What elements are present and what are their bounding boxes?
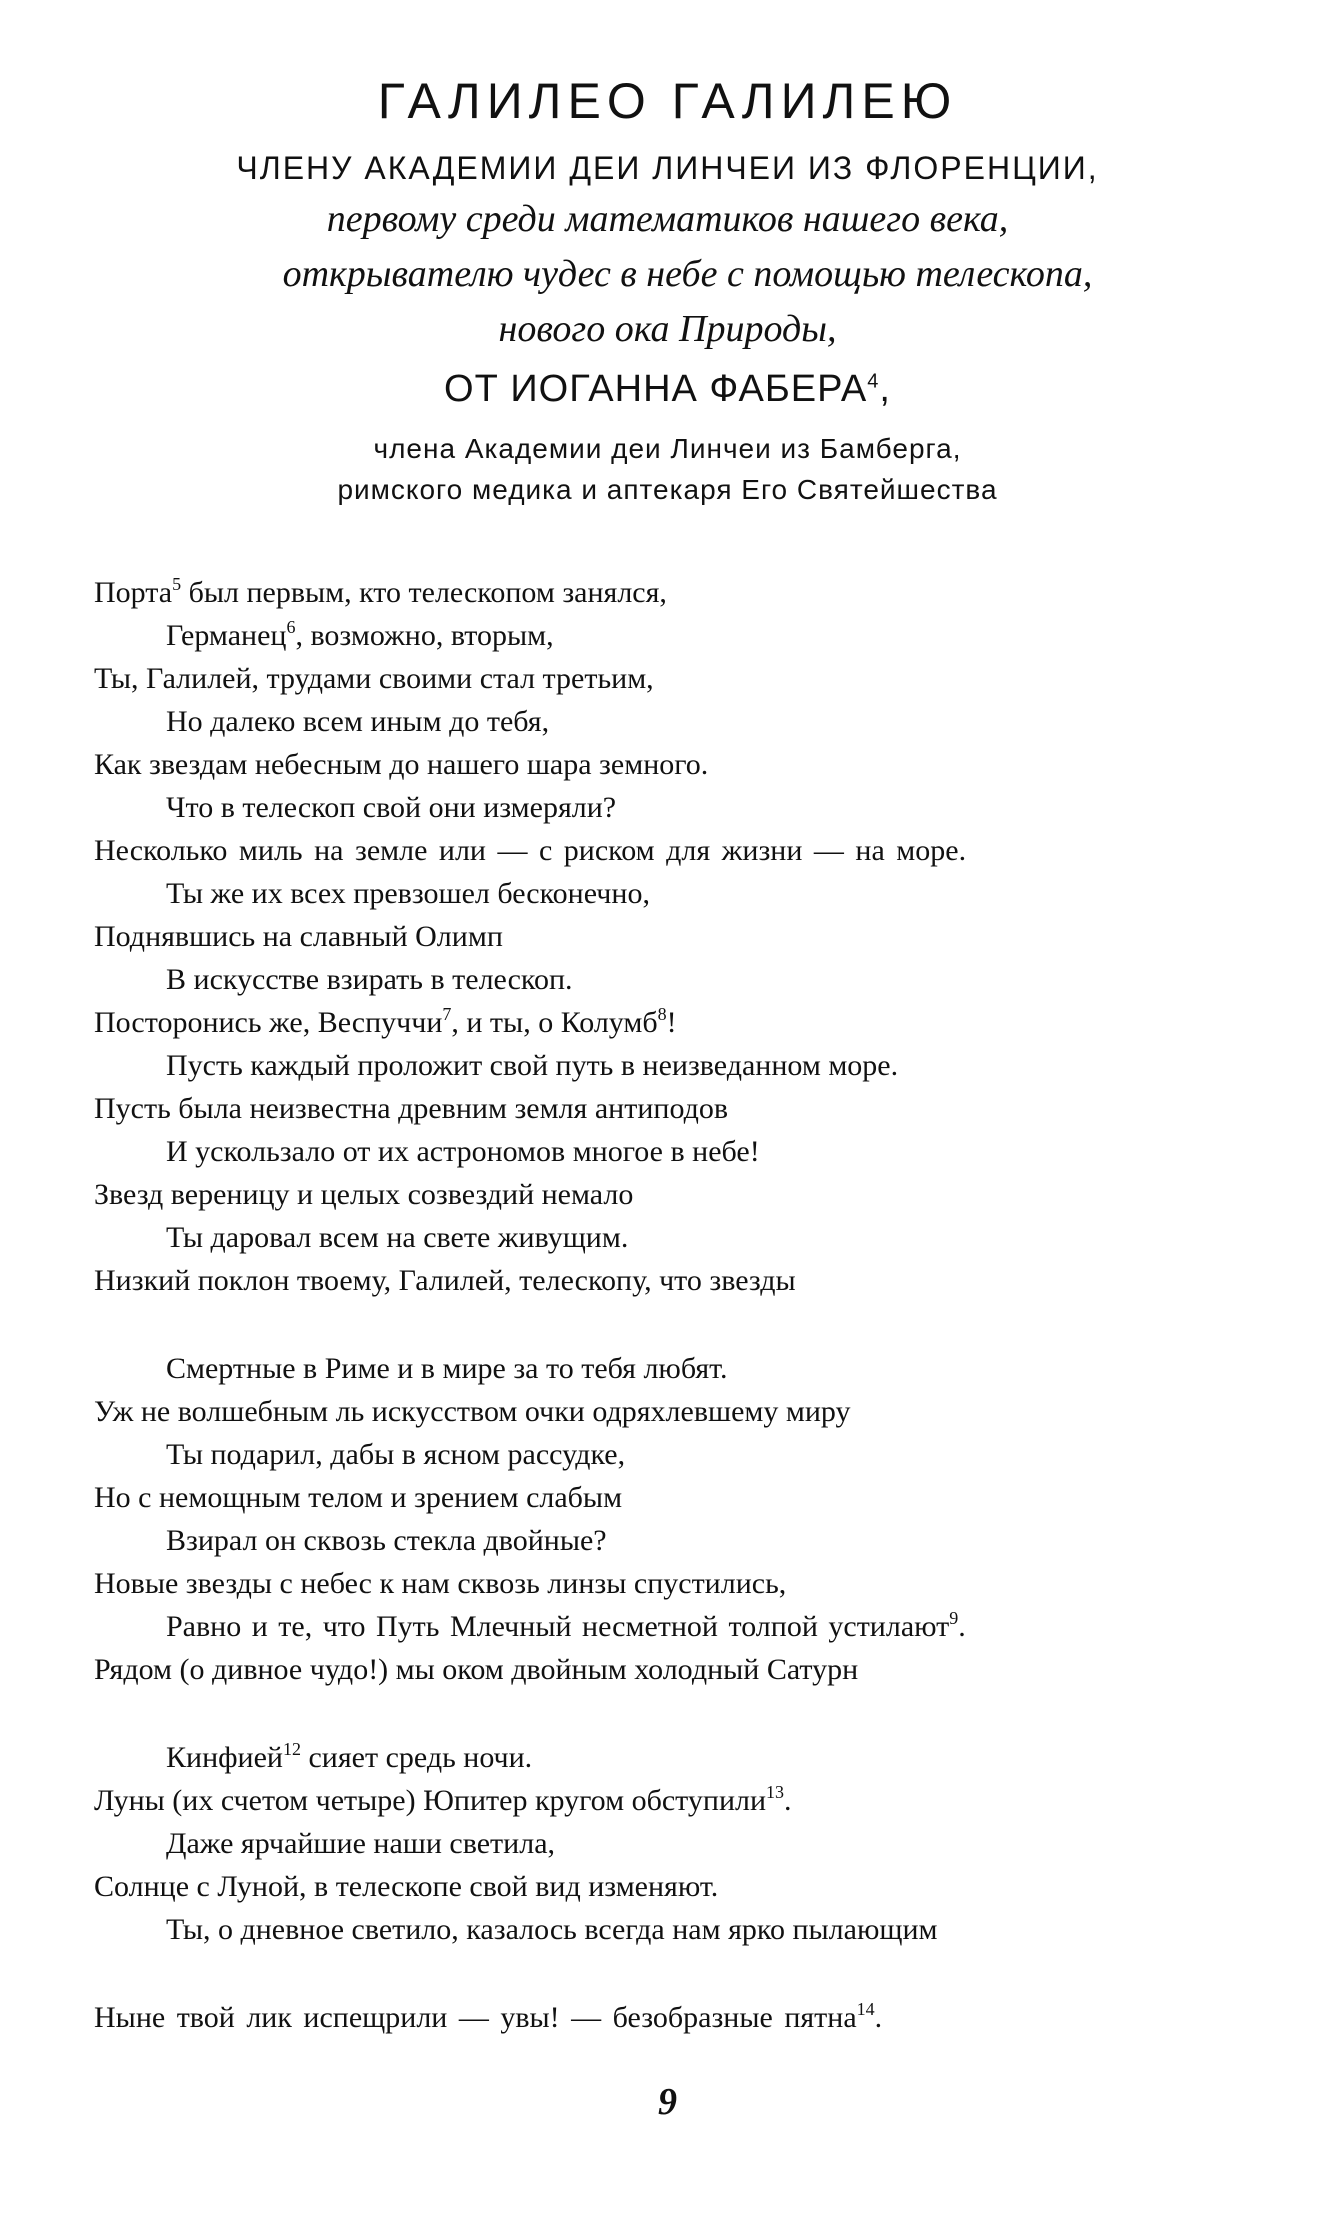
poem-text: Луны (их счетом четыре) Юпитер кругом обступили (94, 1784, 767, 1817)
author-comma: , (879, 368, 891, 410)
poem-text: Что в телескоп свой они измеряли? (166, 791, 617, 824)
poem-text: Ныне твой лик испещрили — увы! — безобразные пятна (94, 2001, 857, 2034)
poem-text: Кинфией (166, 1741, 283, 1774)
footnote-ref: 6 (286, 617, 296, 637)
poem-line (166, 618, 554, 654)
footnote-ref: 8 (657, 1004, 667, 1024)
dedication-line-roman-physician: римского медика и аптекаря Его Святейшества (337, 474, 998, 505)
poem-text: Как звездам небесным до нашего шара земного. (94, 748, 709, 781)
poem-text: , и ты, о Колумб (451, 1006, 658, 1039)
poem-line (166, 962, 573, 998)
poem-text: Равно и те, что Путь Млечный несметной толпой устилают (166, 1610, 950, 1643)
poem-line (94, 1652, 858, 1688)
poem-line (94, 1263, 796, 1299)
poem-line (166, 1048, 898, 1084)
poem-text: И ускользало от их астрономов многое в небе! (166, 1135, 760, 1168)
poem-line (94, 747, 708, 783)
poem-text: Новые звезды с небес к нам сквозь линзы спустились, (94, 1567, 787, 1600)
poem-text: Ты, о дневное светило, казалось всегда нам ярко пылающим (166, 1913, 938, 1946)
footnote-ref: 14 (856, 1999, 875, 2019)
poem-text: ! (666, 1006, 677, 1039)
poem-line (94, 1394, 851, 1430)
poem-text: Ты же их всех превзошел бесконечно, (166, 877, 650, 910)
footnote-ref: 5 (172, 574, 182, 594)
author-name: ОТ ИОГАННА ФАБЕРА (444, 368, 868, 410)
dedication-line-bamberg: члена Академии деи Линчеи из Бамберга, (373, 433, 962, 464)
poem-text: Ты подарил, дабы в ясном рассудке, (166, 1438, 626, 1471)
poem-line (94, 1566, 786, 1602)
poem-text: Звезд вереницу и целых созвездий немало (94, 1178, 634, 1211)
poem-text: , возможно, вторым, (295, 619, 554, 652)
poem-line (94, 1869, 718, 1905)
poem-text: Ты даровал всем на свете живущим. (166, 1221, 629, 1254)
dedication-title: ГАЛИЛЕО ГАЛИЛЕЮ (377, 73, 958, 129)
poem-text: . (874, 2001, 883, 2034)
footnote-ref: 13 (766, 1782, 785, 1802)
poem-line (166, 1437, 625, 1473)
poem-line (94, 1177, 633, 1213)
footnote-ref: 7 (442, 1004, 452, 1024)
dedication-line-academy: ЧЛЕНУ АКАДЕМИИ ДЕИ ЛИНЧЕИ ИЗ ФЛОРЕНЦИИ, (236, 150, 1099, 186)
poem-line (94, 1783, 792, 1819)
poem-text: сияет средь ночи. (300, 1741, 533, 1774)
poem-text: Смертные в Риме и в мире за то тебя любят. (166, 1352, 728, 1385)
poem-text: Пусть была неизвестна древним земля антиподов (94, 1092, 729, 1125)
poem-text: Но далеко всем иным до тебя, (166, 705, 550, 738)
dedication-line-mathematicians: первому среди математиков нашего века, (326, 198, 1009, 240)
poem-text: был первым, кто телескопом занялся, (181, 576, 667, 609)
poem-text: Солнце с Луной, в телескопе свой вид изменяют. (94, 1870, 719, 1903)
poem-text: . (958, 1610, 966, 1643)
poem-line (166, 1523, 607, 1559)
poem-text: . (784, 1784, 792, 1817)
poem-text: Даже ярчайшие наши светила, (166, 1827, 556, 1860)
footnote-ref: 4 (867, 370, 880, 393)
poem-line (166, 1609, 966, 1645)
dedication-line-eye-of-nature: нового ока Природы, (498, 308, 837, 350)
poem-line (94, 1091, 728, 1127)
poem-text: Посторонись же, Веспуччи (94, 1006, 443, 1039)
poem-text: Пусть каждый проложит свой путь в неизведанном море. (166, 1049, 899, 1082)
poem-text: Взирал он сквозь стекла двойные? (166, 1524, 607, 1557)
page-number: 9 (658, 2081, 677, 2123)
dedication-line-discoverer: открывателю чудес в небе с помощью телескопа, (282, 253, 1093, 295)
dedication-author (0, 368, 1335, 411)
poem-line (166, 790, 616, 826)
poem-text: Рядом (о дивное чудо!) мы оком двойным холодный Сатурн (94, 1653, 859, 1686)
poem-line (166, 1351, 728, 1387)
poem-text: Несколько миль на земле или — с риском для жизни — на море. (94, 834, 967, 867)
poem-line (166, 876, 650, 912)
poem-text: Но с немощным телом и зрением слабым (94, 1481, 623, 1514)
poem-text: В искусстве взирать в телескоп. (166, 963, 573, 996)
poem-line (166, 1912, 938, 1948)
footnote-ref: 9 (949, 1608, 959, 1628)
poem-line (94, 661, 654, 697)
poem-text: Низкий поклон твоему, Галилей, телескопу, что звезды (94, 1264, 796, 1297)
poem-line (94, 919, 503, 955)
poem-text: Германец (166, 619, 287, 652)
poem-text: Уж не волшебным ль искусством очки одряхлевшему миру (94, 1395, 851, 1428)
poem-line (166, 1134, 760, 1170)
poem-text: Поднявшись на славный Олимп (94, 920, 503, 953)
poem-line (166, 1740, 532, 1776)
poem-line (94, 2000, 882, 2036)
poem-text: Порта (94, 576, 173, 609)
poem-line (94, 833, 966, 869)
poem-line (94, 1005, 677, 1041)
poem-line (166, 704, 549, 740)
poem-line (94, 1480, 622, 1516)
poem-line (166, 1220, 628, 1256)
poem-line (166, 1826, 555, 1862)
poem-text: Ты, Галилей, трудами своими стал третьим, (94, 662, 654, 695)
poem-line (94, 575, 667, 611)
footnote-ref: 12 (282, 1739, 301, 1759)
